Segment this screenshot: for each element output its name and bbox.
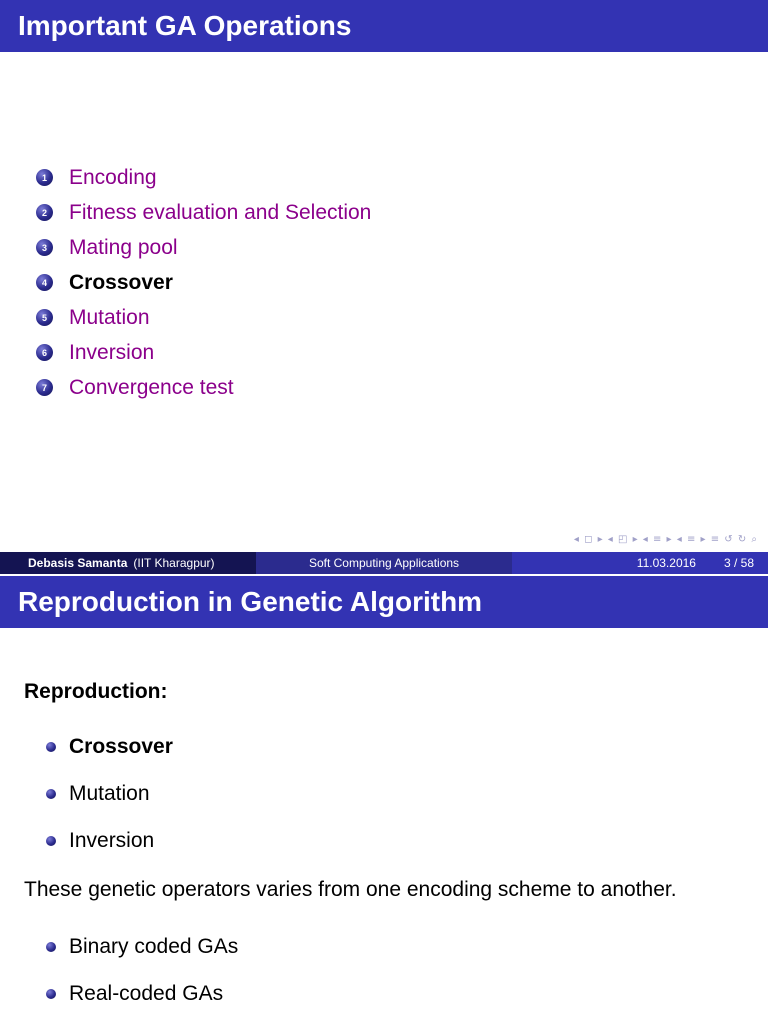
list-item (36, 230, 371, 265)
list-item-label: Real-coded GAs (69, 981, 224, 1005)
list-item-label: Convergence test (69, 375, 234, 399)
list-item-label: Crossover (69, 734, 173, 758)
list-item-label: Inversion (69, 828, 155, 852)
footer-author (0, 552, 256, 574)
list-item (36, 195, 371, 230)
course-title: Soft Computing Applications (308, 556, 460, 570)
bullet-icon (46, 989, 56, 999)
author-name: Debasis Samanta (28, 556, 128, 570)
list-item (46, 923, 238, 970)
number-ball-icon: 6 (36, 344, 53, 361)
list-item (36, 335, 371, 370)
page-number: 3 / 58 (723, 556, 754, 570)
list-item (46, 723, 173, 770)
number-ball-icon: 5 (36, 309, 53, 326)
bullet-icon (46, 789, 56, 799)
slide-reproduction (0, 576, 768, 1024)
body-paragraph: These genetic operators varies from one encoding scheme to another. (24, 878, 677, 901)
list-item-label: Mutation (69, 305, 150, 329)
number-ball-icon: 4 (36, 274, 53, 291)
author-affiliation: (IIT Kharagpur) (133, 556, 215, 570)
number-ball-icon: 7 (36, 379, 53, 396)
slide-date: 11.03.2016 (636, 556, 696, 570)
schemes-list (46, 923, 238, 1017)
list-item-active (36, 265, 371, 300)
number-ball-icon: 3 (36, 239, 53, 256)
bullet-icon (46, 942, 56, 952)
operations-list (36, 160, 371, 405)
list-item-label: Binary coded GAs (69, 934, 239, 958)
operators-list (46, 723, 173, 864)
bullet-icon (46, 836, 56, 846)
section-heading: Reproduction: (24, 680, 168, 703)
list-item (46, 970, 238, 1017)
list-item-label: Inversion (69, 340, 155, 364)
list-item-label: Mating pool (69, 235, 178, 259)
slide-title: Important GA Operations (0, 0, 768, 52)
list-item (36, 160, 371, 195)
list-item (46, 817, 173, 864)
list-item (46, 770, 173, 817)
slide-footer (0, 552, 768, 574)
list-item-label: Crossover (69, 270, 173, 294)
list-item (36, 300, 371, 335)
list-item-label: Fitness evaluation and Selection (69, 200, 372, 224)
bullet-icon (46, 742, 56, 752)
slide-title: Reproduction in Genetic Algorithm (0, 576, 768, 628)
footer-date-page (512, 552, 768, 574)
list-item (36, 370, 371, 405)
list-item-label: Mutation (69, 781, 150, 805)
number-ball-icon: 2 (36, 204, 53, 221)
beamer-navigation-icon[interactable]: ◂ ◻ ▸ ◂ ◰ ▸ ◂ ≡ ▸ ◂ ≡ ▸ ≡ ↺ ↻ ⌕ (573, 534, 758, 545)
list-item-label: Encoding (69, 165, 157, 189)
number-ball-icon: 1 (36, 169, 53, 186)
footer-course (256, 552, 512, 574)
